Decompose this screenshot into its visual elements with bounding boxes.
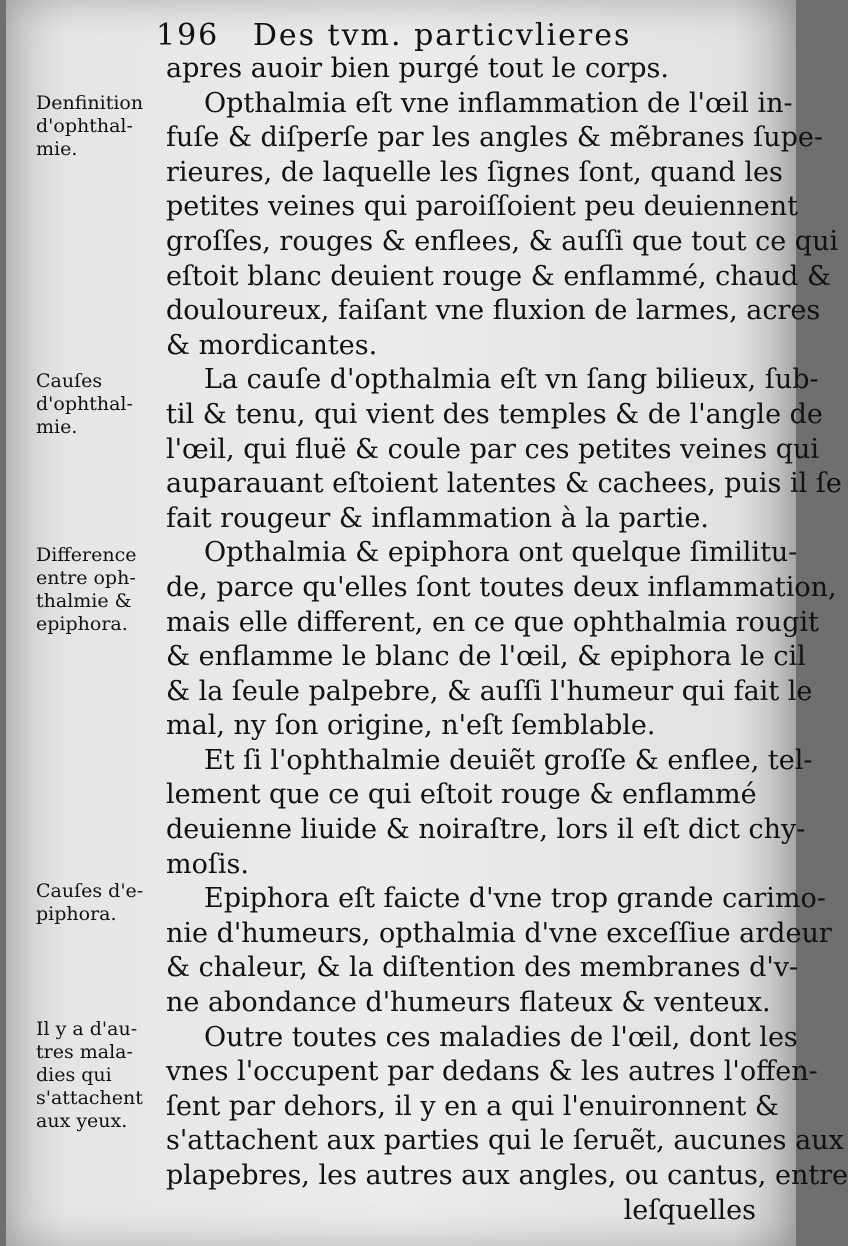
text-line: s'attachent aux parties qui le ſeruẽt, aucunes aux — [166, 1125, 844, 1157]
margin-note-line: entre oph- — [36, 567, 136, 589]
margin-note — [36, 544, 168, 636]
margin-note-line: d'ophthal- — [36, 393, 133, 415]
text-line: lement que ce qui eſtoit rouge & enflammé — [166, 779, 757, 811]
text-line: Opthalmia & epiphora ont quelque ſimilitu- — [204, 537, 798, 569]
margin-note-line: Difference — [36, 544, 137, 566]
text-line: mal, ny ſon origine, n'eſt ſemblable. — [166, 710, 656, 742]
margin-note-line: thalmie & — [36, 590, 132, 612]
margin-note-line: d'ophthal- — [36, 115, 133, 137]
margin-note-line: dies qui — [36, 1064, 112, 1086]
margin-note — [36, 92, 168, 161]
text-line: & enflamme le blanc de l'œil, & epiphora le cil — [166, 641, 806, 673]
text-line: vnes l'occupent par dedans & les autres l'offen- — [166, 1056, 818, 1088]
margin-note-line: mie. — [36, 416, 78, 438]
text-line: l'œil, qui fluë & coule par ces petites veines qui — [166, 433, 820, 465]
text-line: Et ſi l'ophthalmie deuiẽt groſſe & enflee, tel- — [204, 744, 813, 776]
text-line: ſent par dehors, il y en a qui l'enuironnent & — [166, 1090, 779, 1122]
margin-note — [36, 1018, 168, 1133]
running-title: Des tvm. particvlieres — [252, 18, 632, 53]
margin-note-line: tres mala- — [36, 1041, 133, 1063]
text-line: leſquelles — [623, 1194, 756, 1226]
text-line: fuſe & diſperſe par les angles & mẽbranes ſupe- — [166, 122, 823, 154]
text-line: til & tenu, qui vient des temples & de l'angle de — [166, 398, 823, 430]
text-line: apres auoir bien purgé tout le corps. — [166, 53, 669, 84]
margin-note-line: aux yeux. — [36, 1110, 128, 1132]
margin-note-line: Cauſes d'e- — [36, 880, 144, 902]
main-text — [166, 52, 848, 1228]
text-line: eſtoit blanc deuient rouge & enflammé, chaud & — [166, 260, 832, 292]
text-line: Outre toutes ces maladies de l'œil, dont les — [204, 1021, 798, 1053]
margin-note — [36, 370, 168, 439]
text-line: de, parce qu'elles ſont toutes deux inflammation, — [166, 571, 837, 603]
margin-note-line: mie. — [36, 138, 78, 160]
margin-note-line: Il y a d'au- — [36, 1018, 138, 1040]
text-line: fait rougeur & inflammation à la partie. — [166, 502, 709, 534]
book-page — [6, 0, 848, 1246]
text-line: & mordicantes. — [166, 329, 378, 361]
page-number: 196 — [156, 18, 220, 53]
text-line: plapebres, les autres aux angles, ou cantus, entre — [166, 1160, 848, 1191]
text-line: La cauſe d'opthalmia eſt vn ſang bilieux, ſub- — [204, 364, 819, 396]
text-line: rieures, de laquelle les ſignes ſont, quand les — [166, 156, 783, 188]
text-line: deuienne liuide & noiraſtre, lors il eſt dict chy- — [166, 814, 806, 846]
margin-note-line: epiphora. — [36, 613, 128, 635]
margin-note-line: piphora. — [36, 903, 117, 925]
text-line: ne abondance d'humeurs flateux & venteux. — [166, 987, 771, 1019]
margin-note-line: s'attachent — [36, 1087, 143, 1109]
margin-note-line: Cauſes — [36, 370, 103, 392]
text-line: moſis. — [166, 848, 249, 880]
text-line: groſſes, rouges & enflees, & auſſi que tout ce qui — [166, 225, 839, 257]
text-line: douloureux, faiſant vne fluxion de larmes, acres — [166, 295, 821, 327]
margin-note — [36, 880, 168, 926]
text-line: auparauant eſtoient latentes & cachees, puis il ſe — [166, 468, 842, 500]
text-line: petites veines qui paroiſſoient peu deuiennent — [166, 191, 798, 223]
text-line: & chaleur, & la diſtention des membranes d'v- — [166, 952, 799, 984]
margin-note-line: Denfinition — [36, 92, 144, 114]
text-line: & la ſeule palpebre, & auſſi l'humeur qui fait le — [166, 675, 813, 707]
text-line: nie d'humeurs, opthalmia d'vne exceſſiue ardeur — [166, 917, 832, 949]
text-line: Opthalmia eſt vne inflammation de l'œil in- — [204, 87, 793, 119]
text-line: Epiphora eſt faicte d'vne trop grande carimo- — [204, 883, 826, 915]
text-line: mais elle different, en ce que ophthalmia rougit — [166, 606, 819, 638]
